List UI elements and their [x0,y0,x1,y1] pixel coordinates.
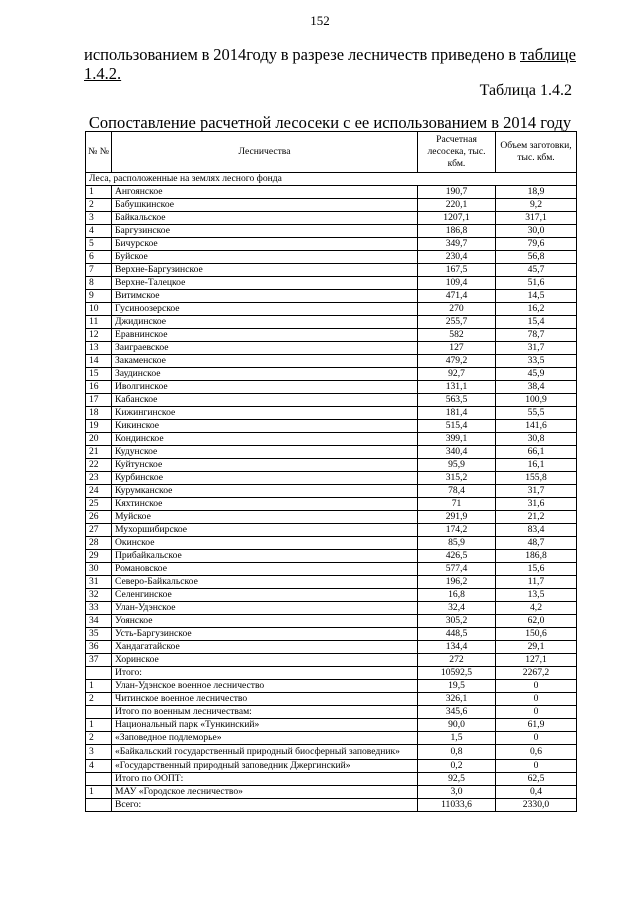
row-forestry-name: Хандагатайское [112,641,418,654]
table-row [86,563,577,576]
row-harvest-volume: 45,9 [496,368,577,381]
row-harvest-volume: 127,1 [496,654,577,667]
row-forestry-name: Верхне-Баргузинское [112,264,418,277]
row-forestry-name: Читинское военное лесничество [112,693,418,706]
row-harvest-volume: 0 [496,732,577,745]
total-allowable-cut: 345,6 [418,706,496,719]
row-allowable-cut: 426,5 [418,550,496,563]
comparison-table [85,131,577,812]
row-number: 20 [86,433,112,446]
table-row [86,329,577,342]
header-number: № № [86,132,112,173]
row-allowable-cut: 349,7 [418,238,496,251]
row-number: 4 [86,225,112,238]
row-harvest-volume: 29,1 [496,641,577,654]
row-number: 12 [86,329,112,342]
row-harvest-volume: 38,4 [496,381,577,394]
row-harvest-volume: 31,7 [496,485,577,498]
row-harvest-volume: 66,1 [496,446,577,459]
total-row [86,706,577,719]
table-body [86,173,577,812]
row-allowable-cut: 255,7 [418,316,496,329]
row-harvest-volume: 186,8 [496,550,577,563]
row-number: 1 [86,719,112,732]
row-allowable-cut: 272 [418,654,496,667]
intro-word: в [280,45,289,64]
row-forestry-name: «Заповедное подлеморье» [112,732,418,745]
row-harvest-volume: 18,9 [496,186,577,199]
row-forestry-name: Джидинское [112,316,418,329]
intro-line-2 [84,64,576,84]
row-harvest-volume: 0 [496,680,577,693]
row-harvest-volume: 21,2 [496,511,577,524]
row-harvest-volume: 141,6 [496,420,577,433]
row-forestry-name: Национальный парк «Тункинский» [112,719,418,732]
total-row [86,773,577,786]
total-harvest-volume: 2330,0 [496,799,577,812]
row-forestry-name: Заиграевское [112,342,418,355]
row-number: 14 [86,355,112,368]
row-allowable-cut: 471,4 [418,290,496,303]
row-number: 8 [86,277,112,290]
row-number: 25 [86,498,112,511]
row-number: 17 [86,394,112,407]
intro-word: 2014году [213,45,277,64]
row-forestry-name: Хоринское [112,654,418,667]
table-title: Сопоставление расчетной лесосеки с ее использованием в 2014 году [88,113,572,132]
intro-word: разрезе [292,45,345,64]
row-allowable-cut: 582 [418,329,496,342]
table-row [86,394,577,407]
row-allowable-cut: 134,4 [418,641,496,654]
row-forestry-name: Кудунское [112,446,418,459]
table-row [86,303,577,316]
table-row [86,381,577,394]
row-harvest-volume: 51,6 [496,277,577,290]
row-forestry-name: Заудинское [112,368,418,381]
row-harvest-volume: 55,5 [496,407,577,420]
table-row [86,498,577,511]
row-number: 11 [86,316,112,329]
row-allowable-cut: 127 [418,342,496,355]
total-harvest-volume: 0 [496,706,577,719]
table-row [86,290,577,303]
row-number: 2 [86,199,112,212]
row-allowable-cut: 1,5 [418,732,496,745]
row-harvest-volume: 11,7 [496,576,577,589]
header-allowable-cut: Расчетная лесосека, тыс. кбм. [418,132,496,173]
header-forestry: Лесничества [112,132,418,173]
row-number: 28 [86,537,112,550]
intro-word: приведено [431,45,505,64]
row-number: 30 [86,563,112,576]
table-row [86,589,577,602]
table-row [86,511,577,524]
row-number: 13 [86,342,112,355]
row-forestry-name: Гусиноозерское [112,303,418,316]
row-allowable-cut: 78,4 [418,485,496,498]
row-allowable-cut: 131,1 [418,381,496,394]
page-number: 152 [310,13,330,28]
row-allowable-cut: 85,9 [418,537,496,550]
row-number: 36 [86,641,112,654]
row-harvest-volume: 79,6 [496,238,577,251]
row-forestry-name: Ангоянское [112,186,418,199]
intro-word: в [201,45,210,64]
row-harvest-volume: 4,2 [496,602,577,615]
row-number: 24 [86,485,112,498]
row-number: 2 [86,693,112,706]
row-forestry-name: Кижингинское [112,407,418,420]
row-harvest-volume: 0 [496,760,577,773]
table-row [86,602,577,615]
row-forestry-name: Куйтунское [112,459,418,472]
row-forestry-name: Курумканское [112,485,418,498]
row-harvest-volume: 31,6 [496,498,577,511]
total-number-empty [86,799,112,812]
row-allowable-cut: 315,2 [418,472,496,485]
row-harvest-volume: 15,6 [496,563,577,576]
row-allowable-cut: 16,8 [418,589,496,602]
table-row [86,654,577,667]
intro-word: использованием [84,45,198,64]
section-forest-fund: Леса, расположенные на землях лесного фонда [86,173,577,186]
total-label: Итого по ООПТ: [112,773,418,786]
total-harvest-volume: 62,5 [496,773,577,786]
row-harvest-volume: 48,7 [496,537,577,550]
row-allowable-cut: 167,5 [418,264,496,277]
table-row [86,745,577,760]
row-number: 32 [86,589,112,602]
row-forestry-name: «Государственный природный заповедник Джергинский» [112,760,418,773]
row-harvest-volume: 33,5 [496,355,577,368]
row-harvest-volume: 0 [496,693,577,706]
row-number: 33 [86,602,112,615]
table-row [86,264,577,277]
row-forestry-name: Улан-Удэнское [112,602,418,615]
row-number: 4 [86,760,112,773]
header-harvest-volume: Объем заготовки, тыс. кбм. [496,132,577,173]
table-row [86,472,577,485]
row-allowable-cut: 196,2 [418,576,496,589]
row-harvest-volume: 150,6 [496,628,577,641]
row-harvest-volume: 78,7 [496,329,577,342]
total-number-empty [86,667,112,680]
row-forestry-name: Прибайкальское [112,550,418,563]
row-forestry-name: Иволгинское [112,381,418,394]
table-row [86,693,577,706]
row-forestry-name: Кондинское [112,433,418,446]
row-harvest-volume: 83,4 [496,524,577,537]
total-row [86,799,577,812]
row-harvest-volume: 15,4 [496,316,577,329]
section-header-row [86,173,577,186]
row-number: 26 [86,511,112,524]
row-allowable-cut: 448,5 [418,628,496,641]
table-row [86,368,577,381]
total-allowable-cut: 92,5 [418,773,496,786]
row-harvest-volume: 0,6 [496,745,577,760]
row-forestry-name: Бабушкинское [112,199,418,212]
total-number-empty [86,706,112,719]
row-allowable-cut: 340,4 [418,446,496,459]
table-row [86,641,577,654]
row-allowable-cut: 19,5 [418,680,496,693]
row-number: 34 [86,615,112,628]
table-row [86,719,577,732]
total-row [86,667,577,680]
row-allowable-cut: 0,8 [418,745,496,760]
row-forestry-name: Байкальское [112,212,418,225]
row-allowable-cut: 174,2 [418,524,496,537]
row-forestry-name: Верхне-Талецкое [112,277,418,290]
row-number: 16 [86,381,112,394]
row-allowable-cut: 109,4 [418,277,496,290]
table-row [86,446,577,459]
row-number: 3 [86,745,112,760]
table-row [86,760,577,773]
row-number: 10 [86,303,112,316]
row-number: 37 [86,654,112,667]
row-forestry-name: Баргузинское [112,225,418,238]
row-number: 18 [86,407,112,420]
table-row [86,524,577,537]
row-forestry-name: Кяхтинское [112,498,418,511]
row-allowable-cut: 3,0 [418,786,496,799]
row-forestry-name: Усть-Баргузинское [112,628,418,641]
table-reference-link: 1.4.2. [84,64,122,83]
row-harvest-volume: 30,8 [496,433,577,446]
row-forestry-name: Мухоршибирское [112,524,418,537]
intro-word: в [508,45,517,64]
table-row [86,576,577,589]
table-row [86,786,577,799]
row-number: 35 [86,628,112,641]
row-allowable-cut: 399,1 [418,433,496,446]
row-harvest-volume: 61,9 [496,719,577,732]
table-row [86,420,577,433]
row-allowable-cut: 190,7 [418,186,496,199]
row-forestry-name: Буйское [112,251,418,264]
row-harvest-volume: 31,7 [496,342,577,355]
intro-line-1 [84,45,576,65]
table-row [86,225,577,238]
table-row [86,433,577,446]
row-allowable-cut: 479,2 [418,355,496,368]
row-number: 23 [86,472,112,485]
row-forestry-name: Кикинское [112,420,418,433]
total-harvest-volume: 2267,2 [496,667,577,680]
row-forestry-name: МАУ «Городское лесничество» [112,786,418,799]
table-row [86,316,577,329]
row-forestry-name: Закаменское [112,355,418,368]
table-row [86,251,577,264]
total-allowable-cut: 11033,6 [418,799,496,812]
row-forestry-name: Уоянское [112,615,418,628]
row-forestry-name: Кабанское [112,394,418,407]
row-allowable-cut: 515,4 [418,420,496,433]
row-number: 1 [86,680,112,693]
row-number: 22 [86,459,112,472]
row-harvest-volume: 14,5 [496,290,577,303]
table-label: Таблица 1.4.2 [479,82,572,99]
row-number: 29 [86,550,112,563]
row-allowable-cut: 577,4 [418,563,496,576]
row-harvest-volume: 317,1 [496,212,577,225]
row-allowable-cut: 71 [418,498,496,511]
table-row [86,199,577,212]
row-forestry-name: Витимское [112,290,418,303]
row-number: 27 [86,524,112,537]
table-row [86,550,577,563]
table-row [86,238,577,251]
row-number: 15 [86,368,112,381]
row-allowable-cut: 230,4 [418,251,496,264]
row-forestry-name: Курбинское [112,472,418,485]
row-allowable-cut: 270 [418,303,496,316]
table-row [86,277,577,290]
total-label: Всего: [112,799,418,812]
table-header-row [86,132,577,173]
intro-word: таблице [520,45,576,64]
row-number: 2 [86,732,112,745]
row-allowable-cut: 0,2 [418,760,496,773]
row-allowable-cut: 95,9 [418,459,496,472]
intro-word: лесничеств [347,45,428,64]
table-row [86,485,577,498]
row-allowable-cut: 32,4 [418,602,496,615]
row-number: 5 [86,238,112,251]
row-harvest-volume: 16,2 [496,303,577,316]
table-row [86,628,577,641]
row-number: 19 [86,420,112,433]
row-forestry-name: Романовское [112,563,418,576]
table-row [86,537,577,550]
row-allowable-cut: 181,4 [418,407,496,420]
row-allowable-cut: 92,7 [418,368,496,381]
row-harvest-volume: 62,0 [496,615,577,628]
row-allowable-cut: 563,5 [418,394,496,407]
table-row [86,615,577,628]
row-number: 6 [86,251,112,264]
row-allowable-cut: 326,1 [418,693,496,706]
row-forestry-name: Бичурское [112,238,418,251]
row-forestry-name: Северо-Байкальское [112,576,418,589]
total-label: Итого по военным лесничествам: [112,706,418,719]
table-row [86,459,577,472]
row-forestry-name: Окинское [112,537,418,550]
total-number-empty [86,773,112,786]
row-number: 21 [86,446,112,459]
row-allowable-cut: 90,0 [418,719,496,732]
row-harvest-volume: 56,8 [496,251,577,264]
row-forestry-name: «Байкальский государственный природный биосферный заповедник» [112,745,418,760]
table-row [86,407,577,420]
row-allowable-cut: 186,8 [418,225,496,238]
row-allowable-cut: 305,2 [418,615,496,628]
table-row [86,212,577,225]
table-row [86,680,577,693]
row-forestry-name: Муйское [112,511,418,524]
table-row [86,732,577,745]
total-label: Итого: [112,667,418,680]
row-harvest-volume: 0,4 [496,786,577,799]
table-row [86,342,577,355]
row-harvest-volume: 13,5 [496,589,577,602]
row-number: 3 [86,212,112,225]
row-harvest-volume: 30,0 [496,225,577,238]
row-number: 9 [86,290,112,303]
row-allowable-cut: 220,1 [418,199,496,212]
row-harvest-volume: 16,1 [496,459,577,472]
total-allowable-cut: 10592,5 [418,667,496,680]
row-forestry-name: Улан-Удэнское военное лесничество [112,680,418,693]
row-number: 31 [86,576,112,589]
row-harvest-volume: 100,9 [496,394,577,407]
table-row [86,186,577,199]
table-row [86,355,577,368]
row-forestry-name: Еравнинское [112,329,418,342]
row-harvest-volume: 45,7 [496,264,577,277]
row-allowable-cut: 291,9 [418,511,496,524]
row-number: 1 [86,186,112,199]
row-harvest-volume: 9,2 [496,199,577,212]
row-allowable-cut: 1207,1 [418,212,496,225]
row-number: 7 [86,264,112,277]
row-number: 1 [86,786,112,799]
row-harvest-volume: 155,8 [496,472,577,485]
row-forestry-name: Селенгинское [112,589,418,602]
